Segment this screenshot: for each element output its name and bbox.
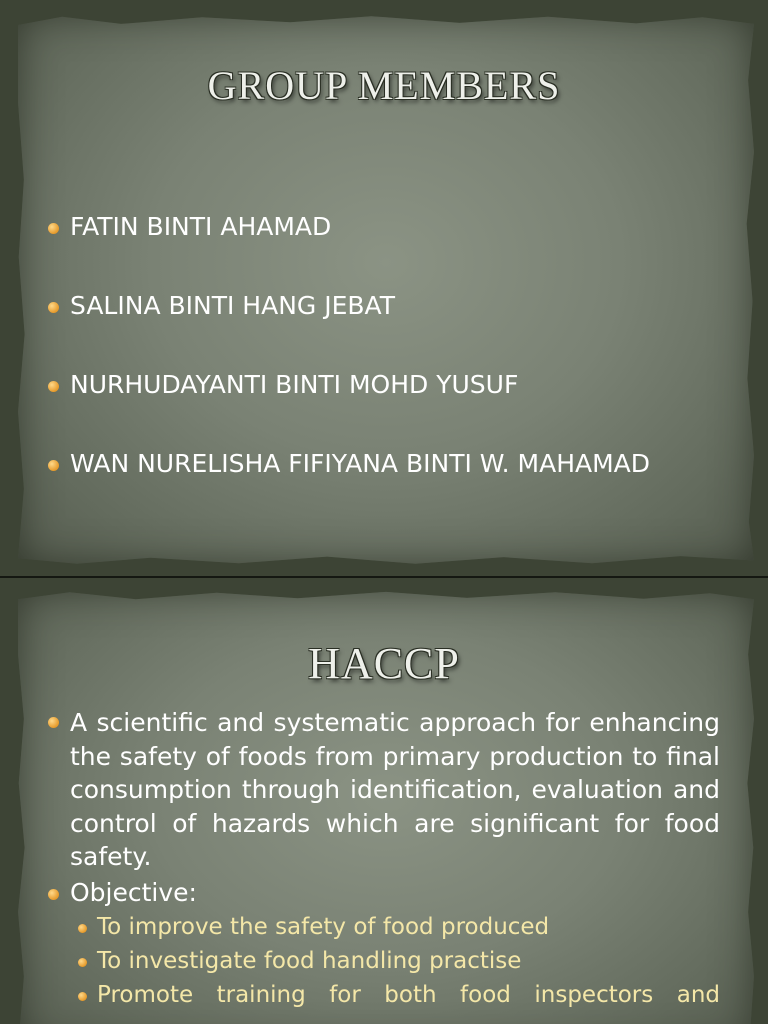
objective-text: To improve the safety of food produced	[97, 914, 550, 940]
member-name: SALINA BINTI HANG JEBAT	[70, 291, 395, 320]
member-name: NURHUDAYANTI BINTI MOHD YUSUF	[70, 370, 519, 399]
objective-label: Objective:	[70, 877, 197, 907]
bullet-dot-icon	[48, 460, 59, 471]
list-item	[78, 982, 720, 1016]
bullet-dot-icon	[78, 992, 87, 1001]
list-item	[48, 212, 720, 291]
objective-text: Promote training for both food inspectors and	[97, 982, 720, 1008]
haccp-list	[48, 706, 720, 907]
haccp-definition: A scientific and systematic approach for enhancing the safety of foods from primary production to final consumption through identification, evaluation and control of hazards which are significant for food safety.	[70, 708, 720, 871]
list-item	[78, 948, 720, 982]
member-list	[48, 212, 720, 528]
bullet-dot-icon	[78, 958, 87, 967]
list-item	[48, 370, 720, 449]
objective-list	[78, 914, 720, 1016]
list-item	[48, 706, 720, 874]
bullet-dot-icon	[48, 302, 59, 313]
bullet-dot-icon	[78, 924, 87, 933]
bullet-dot-icon	[48, 223, 59, 234]
member-name: FATIN BINTI AHAMAD	[70, 212, 332, 241]
slide-haccp	[0, 578, 768, 1024]
list-item	[48, 291, 720, 370]
list-item	[78, 914, 720, 948]
bullet-dot-icon	[48, 889, 59, 900]
bullet-dot-icon	[48, 717, 59, 728]
list-item	[48, 878, 720, 907]
objective-text: To investigate food handling practise	[97, 948, 522, 974]
slide-title: GROUP MEMBERS	[207, 63, 561, 108]
list-item	[48, 449, 720, 528]
slide-title: HACCP	[308, 639, 460, 688]
member-name: WAN NURELISHA FIFIYANA BINTI W. MAHAMAD	[70, 449, 651, 478]
bullet-dot-icon	[48, 381, 59, 392]
